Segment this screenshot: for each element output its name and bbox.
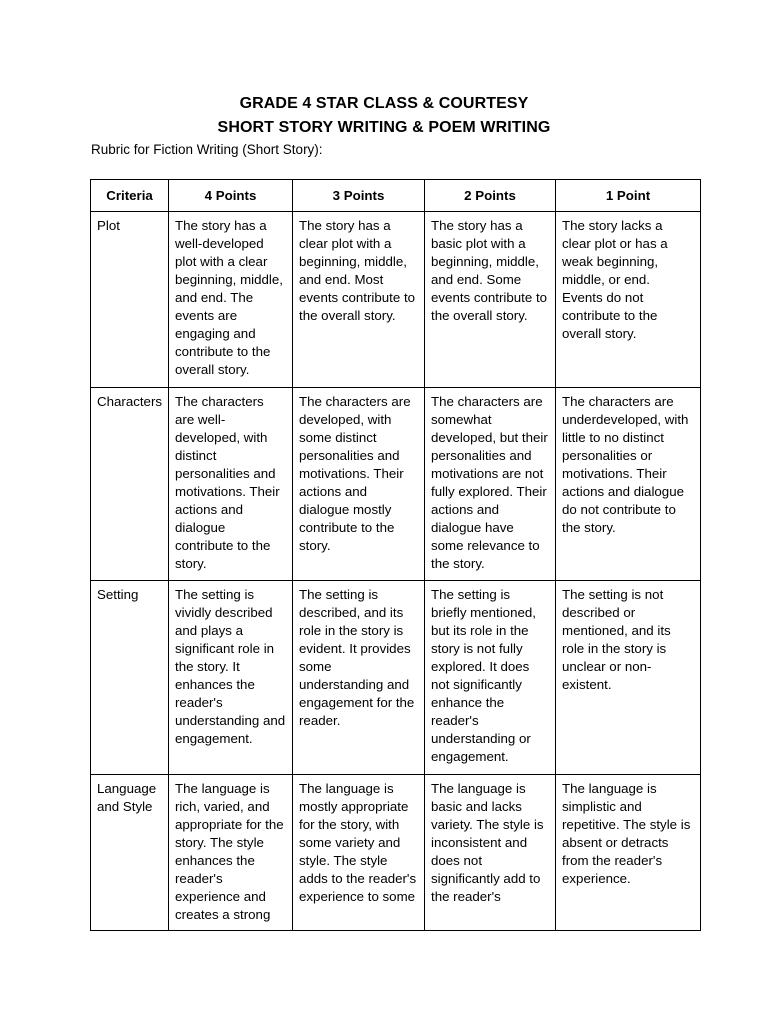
column-header-criteria: Criteria bbox=[91, 180, 169, 212]
criteria-cell: Setting bbox=[91, 581, 169, 775]
score-1-cell: The language is simplistic and repetitive. The style is absent or detracts from the reader's experience. bbox=[556, 775, 701, 931]
rubric-subtitle: Rubric for Fiction Writing (Short Story): bbox=[91, 142, 323, 157]
score-2-cell: The setting is briefly mentioned, but its role in the story is not fully explored. It does not significantly enhance the reader's understanding or engagement. bbox=[425, 581, 556, 775]
table-row bbox=[91, 581, 701, 775]
column-header-3-points: 3 Points bbox=[293, 180, 425, 212]
score-4-cell: The language is rich, varied, and appropriate for the story. The style enhances the reader's experience and creates a strong bbox=[169, 775, 293, 931]
column-header-1-point: 1 Point bbox=[556, 180, 701, 212]
criteria-cell: Plot bbox=[91, 212, 169, 388]
score-3-cell: The characters are developed, with some distinct personalities and motivations. Their actions and dialogue mostly contribute to the story. bbox=[293, 388, 425, 581]
column-header-4-points: 4 Points bbox=[169, 180, 293, 212]
rubric-table bbox=[90, 179, 701, 931]
document-title-line-1: GRADE 4 STAR CLASS & COURTESY bbox=[239, 95, 529, 112]
score-3-cell: The language is mostly appropriate for the story, with some variety and style. The style adds to the reader's experience to some bbox=[293, 775, 425, 931]
criteria-cell: Language and Style bbox=[91, 775, 169, 931]
score-1-cell: The setting is not described or mentioned, and its role in the story is unclear or non-existent. bbox=[556, 581, 701, 775]
score-4-cell: The setting is vividly described and plays a significant role in the story. It enhances the reader's understanding and engagement. bbox=[169, 581, 293, 775]
table-header-row bbox=[91, 180, 701, 212]
table-row bbox=[91, 775, 701, 931]
score-2-cell: The language is basic and lacks variety. The style is inconsistent and does not significantly add to the reader's bbox=[425, 775, 556, 931]
score-3-cell: The story has a clear plot with a beginning, middle, and end. Most events contribute to the overall story. bbox=[293, 212, 425, 388]
score-3-cell: The setting is described, and its role in the story is evident. It provides some understanding and engagement for the reader. bbox=[293, 581, 425, 775]
table-row bbox=[91, 388, 701, 581]
score-1-cell: The story lacks a clear plot or has a weak beginning, middle, or end. Events do not contribute to the overall story. bbox=[556, 212, 701, 388]
score-1-cell: The characters are underdeveloped, with little to no distinct personalities or motivations. Their actions and dialogue do not contribute to the story. bbox=[556, 388, 701, 581]
table-row bbox=[91, 212, 701, 388]
criteria-cell: Characters bbox=[91, 388, 169, 581]
score-4-cell: The characters are well-developed, with distinct personalities and motivations. Their actions and dialogue contribute to the story. bbox=[169, 388, 293, 581]
score-2-cell: The story has a basic plot with a beginning, middle, and end. Some events contribute to the overall story. bbox=[425, 212, 556, 388]
document-title-line-2: SHORT STORY WRITING & POEM WRITING bbox=[217, 119, 551, 136]
column-header-2-points: 2 Points bbox=[425, 180, 556, 212]
score-4-cell: The story has a well-developed plot with a clear beginning, middle, and end. The events are engaging and contribute to the overall story. bbox=[169, 212, 293, 388]
score-2-cell: The characters are somewhat developed, but their personalities and motivations are not fully explored. Their actions and dialogue have some relevance to the story. bbox=[425, 388, 556, 581]
